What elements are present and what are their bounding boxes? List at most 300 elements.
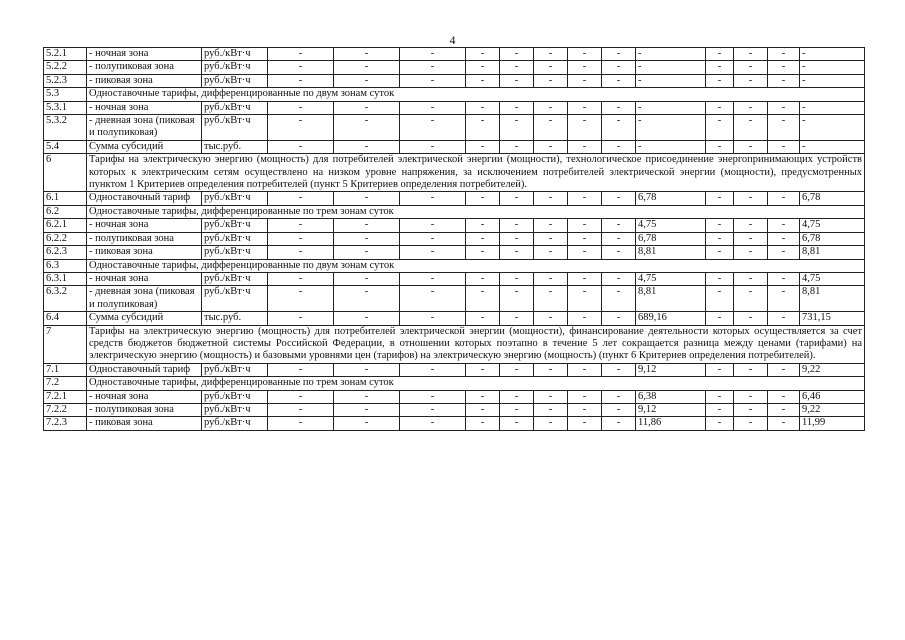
value-cell: - bbox=[768, 390, 800, 403]
value-cell: 6,38 bbox=[636, 390, 706, 403]
value-cell: 11,99 bbox=[800, 417, 865, 430]
row-number: 5.2.2 bbox=[44, 61, 87, 74]
value-cell: - bbox=[706, 417, 734, 430]
value-cell: - bbox=[534, 219, 568, 232]
value-cell: - bbox=[400, 286, 466, 312]
value-cell: - bbox=[268, 312, 334, 325]
value-cell: - bbox=[568, 192, 602, 205]
row-unit: руб./кВт·ч bbox=[202, 417, 268, 430]
value-cell: - bbox=[500, 246, 534, 259]
value-cell: - bbox=[268, 363, 334, 376]
section-heading: Тарифы на электрическую энергию (мощность) для потребителей электрической энергии (мощности), финансирование деятельности которых осуществляется за счет средств бюджетов бюджетной системы Российской Федерации, в отношении которых поэтапно в течение 5 лет сокращается разница между ценами (тарифами) на электрическую энергию (мощность) и базовыми уровнями цен (тарифов) на электрическую энергию (мощность) (пункт 6 Критериев определения потребителей). bbox=[87, 325, 865, 363]
value-cell: - bbox=[602, 246, 636, 259]
row-name: Сумма субсидий bbox=[87, 140, 202, 153]
value-cell: - bbox=[400, 192, 466, 205]
row-name: - ночная зона bbox=[87, 390, 202, 403]
row-number: 7.2 bbox=[44, 377, 87, 390]
value-cell: - bbox=[768, 232, 800, 245]
value-cell: - bbox=[268, 286, 334, 312]
value-cell: - bbox=[466, 115, 500, 141]
value-cell: 8,81 bbox=[800, 286, 865, 312]
row-name: - пиковая зона bbox=[87, 74, 202, 87]
value-cell: - bbox=[768, 363, 800, 376]
value-cell: - bbox=[568, 417, 602, 430]
value-cell: - bbox=[400, 61, 466, 74]
value-cell: - bbox=[706, 74, 734, 87]
value-cell: - bbox=[706, 363, 734, 376]
row-number: 6.2 bbox=[44, 205, 87, 218]
value-cell: 9,12 bbox=[636, 403, 706, 416]
row-number: 5.2.3 bbox=[44, 74, 87, 87]
row-name: - пиковая зона bbox=[87, 246, 202, 259]
table-row bbox=[44, 246, 865, 259]
row-unit: руб./кВт·ч bbox=[202, 219, 268, 232]
value-cell: - bbox=[568, 140, 602, 153]
value-cell: - bbox=[466, 101, 500, 114]
row-number: 5.2.1 bbox=[44, 48, 87, 61]
value-cell: 6,78 bbox=[636, 192, 706, 205]
value-cell: - bbox=[466, 417, 500, 430]
value-cell: - bbox=[706, 192, 734, 205]
row-name: - дневная зона (пиковая и полупиковая) bbox=[87, 286, 202, 312]
value-cell: - bbox=[400, 74, 466, 87]
section-heading: Одноставочные тарифы, дифференцированные по двум зонам суток bbox=[87, 259, 865, 272]
value-cell: - bbox=[534, 246, 568, 259]
value-cell: - bbox=[534, 61, 568, 74]
value-cell: - bbox=[706, 140, 734, 153]
value-cell: - bbox=[268, 101, 334, 114]
value-cell: - bbox=[400, 272, 466, 285]
value-cell: - bbox=[268, 219, 334, 232]
value-cell: - bbox=[268, 390, 334, 403]
value-cell: - bbox=[602, 74, 636, 87]
value-cell: - bbox=[534, 115, 568, 141]
value-cell: 9,12 bbox=[636, 363, 706, 376]
value-cell: - bbox=[602, 312, 636, 325]
value-cell: - bbox=[706, 246, 734, 259]
value-cell: - bbox=[768, 246, 800, 259]
value-cell: - bbox=[734, 101, 768, 114]
value-cell: - bbox=[466, 286, 500, 312]
section-heading: Одноставочные тарифы, дифференцированные по двум зонам суток bbox=[87, 88, 865, 101]
value-cell: - bbox=[534, 192, 568, 205]
table-row bbox=[44, 48, 865, 61]
value-cell: - bbox=[768, 312, 800, 325]
value-cell: - bbox=[334, 101, 400, 114]
value-cell: - bbox=[800, 74, 865, 87]
value-cell: - bbox=[568, 246, 602, 259]
value-cell: - bbox=[268, 246, 334, 259]
value-cell: - bbox=[466, 61, 500, 74]
row-unit: руб./кВт·ч bbox=[202, 74, 268, 87]
value-cell: - bbox=[466, 390, 500, 403]
value-cell: - bbox=[500, 219, 534, 232]
value-cell: - bbox=[568, 115, 602, 141]
value-cell: - bbox=[636, 61, 706, 74]
value-cell: - bbox=[334, 115, 400, 141]
table-body bbox=[44, 48, 865, 431]
value-cell: - bbox=[466, 74, 500, 87]
row-name: - ночная зона bbox=[87, 48, 202, 61]
value-cell: - bbox=[734, 403, 768, 416]
value-cell: - bbox=[800, 101, 865, 114]
value-cell: - bbox=[602, 101, 636, 114]
value-cell: - bbox=[500, 140, 534, 153]
value-cell: - bbox=[568, 363, 602, 376]
row-unit: тыс.руб. bbox=[202, 312, 268, 325]
value-cell: 4,75 bbox=[800, 272, 865, 285]
value-cell: - bbox=[568, 390, 602, 403]
row-name: - полупиковая зона bbox=[87, 232, 202, 245]
value-cell: - bbox=[734, 312, 768, 325]
value-cell: - bbox=[800, 48, 865, 61]
value-cell: - bbox=[734, 74, 768, 87]
value-cell: 9,22 bbox=[800, 363, 865, 376]
row-number: 6.1 bbox=[44, 192, 87, 205]
value-cell: - bbox=[500, 74, 534, 87]
table-row bbox=[44, 115, 865, 141]
section-heading: Тарифы на электрическую энергию (мощность) для потребителей электрической энергии (мощности), технологическое присоединение энергопринимающих устройств которых к электрическим сетям осуществлено на низком уровне напряжения, за исключением потребителей электрической энергии (мощности), предусмотренных пунктом 1 Критериев определения потребителей (пункт 5 Критериев определения потребителей). bbox=[87, 154, 865, 192]
value-cell: - bbox=[466, 140, 500, 153]
value-cell: 6,78 bbox=[636, 232, 706, 245]
value-cell: - bbox=[534, 390, 568, 403]
value-cell: - bbox=[602, 272, 636, 285]
value-cell: - bbox=[636, 101, 706, 114]
row-unit: руб./кВт·ч bbox=[202, 363, 268, 376]
value-cell: - bbox=[466, 272, 500, 285]
value-cell: - bbox=[800, 115, 865, 141]
value-cell: - bbox=[400, 48, 466, 61]
value-cell: - bbox=[534, 140, 568, 153]
row-name: - полупиковая зона bbox=[87, 61, 202, 74]
row-unit: руб./кВт·ч bbox=[202, 115, 268, 141]
value-cell: - bbox=[268, 48, 334, 61]
value-cell: - bbox=[534, 48, 568, 61]
table-row bbox=[44, 363, 865, 376]
value-cell: - bbox=[534, 363, 568, 376]
row-unit: руб./кВт·ч bbox=[202, 286, 268, 312]
value-cell: - bbox=[400, 115, 466, 141]
value-cell: - bbox=[636, 74, 706, 87]
row-number: 5.3.1 bbox=[44, 101, 87, 114]
value-cell: - bbox=[568, 403, 602, 416]
row-name: Одноставочный тариф bbox=[87, 192, 202, 205]
value-cell: - bbox=[534, 403, 568, 416]
value-cell: - bbox=[568, 74, 602, 87]
value-cell: - bbox=[602, 390, 636, 403]
value-cell: - bbox=[602, 417, 636, 430]
value-cell: - bbox=[768, 286, 800, 312]
value-cell: - bbox=[568, 61, 602, 74]
row-name: - ночная зона bbox=[87, 101, 202, 114]
value-cell: - bbox=[334, 192, 400, 205]
value-cell: 4,75 bbox=[800, 219, 865, 232]
value-cell: - bbox=[534, 417, 568, 430]
row-number: 7.1 bbox=[44, 363, 87, 376]
row-name: - ночная зона bbox=[87, 272, 202, 285]
value-cell: - bbox=[734, 390, 768, 403]
value-cell: - bbox=[400, 219, 466, 232]
value-cell: - bbox=[534, 272, 568, 285]
value-cell: - bbox=[602, 192, 636, 205]
table-row bbox=[44, 88, 865, 101]
value-cell: - bbox=[602, 403, 636, 416]
value-cell: - bbox=[768, 115, 800, 141]
row-number: 7.2.2 bbox=[44, 403, 87, 416]
value-cell: - bbox=[636, 140, 706, 153]
value-cell: - bbox=[400, 390, 466, 403]
value-cell: - bbox=[400, 417, 466, 430]
value-cell: - bbox=[768, 219, 800, 232]
value-cell: - bbox=[268, 272, 334, 285]
value-cell: - bbox=[466, 232, 500, 245]
value-cell: - bbox=[400, 101, 466, 114]
row-unit: руб./кВт·ч bbox=[202, 246, 268, 259]
value-cell: - bbox=[768, 417, 800, 430]
value-cell: - bbox=[534, 74, 568, 87]
table-row bbox=[44, 74, 865, 87]
row-name: - ночная зона bbox=[87, 219, 202, 232]
value-cell: - bbox=[500, 48, 534, 61]
value-cell: - bbox=[268, 403, 334, 416]
value-cell: - bbox=[500, 312, 534, 325]
value-cell: - bbox=[568, 48, 602, 61]
value-cell: - bbox=[706, 272, 734, 285]
value-cell: - bbox=[500, 363, 534, 376]
table-row bbox=[44, 101, 865, 114]
value-cell: - bbox=[768, 403, 800, 416]
value-cell: - bbox=[602, 61, 636, 74]
row-name: - полупиковая зона bbox=[87, 403, 202, 416]
row-unit: руб./кВт·ч bbox=[202, 390, 268, 403]
table-row bbox=[44, 154, 865, 192]
row-unit: руб./кВт·ч bbox=[202, 232, 268, 245]
table-row bbox=[44, 377, 865, 390]
value-cell: - bbox=[602, 219, 636, 232]
value-cell: - bbox=[602, 48, 636, 61]
value-cell: - bbox=[568, 272, 602, 285]
value-cell: - bbox=[268, 232, 334, 245]
value-cell: - bbox=[500, 417, 534, 430]
value-cell: - bbox=[734, 232, 768, 245]
value-cell: 731,15 bbox=[800, 312, 865, 325]
value-cell: - bbox=[768, 48, 800, 61]
value-cell: - bbox=[400, 246, 466, 259]
value-cell: - bbox=[706, 61, 734, 74]
value-cell: - bbox=[400, 232, 466, 245]
value-cell: 8,81 bbox=[636, 286, 706, 312]
value-cell: - bbox=[534, 232, 568, 245]
value-cell: - bbox=[268, 74, 334, 87]
table-row bbox=[44, 312, 865, 325]
value-cell: - bbox=[706, 312, 734, 325]
value-cell: - bbox=[734, 140, 768, 153]
value-cell: - bbox=[268, 192, 334, 205]
value-cell: - bbox=[534, 101, 568, 114]
row-number: 5.3.2 bbox=[44, 115, 87, 141]
value-cell: 4,75 bbox=[636, 219, 706, 232]
value-cell: 8,81 bbox=[636, 246, 706, 259]
value-cell: - bbox=[334, 48, 400, 61]
row-number: 6.2.2 bbox=[44, 232, 87, 245]
row-number: 5.4 bbox=[44, 140, 87, 153]
value-cell: - bbox=[602, 363, 636, 376]
value-cell: - bbox=[500, 272, 534, 285]
value-cell: - bbox=[268, 61, 334, 74]
value-cell: - bbox=[466, 403, 500, 416]
page-number: 4 bbox=[449, 33, 456, 47]
row-unit: руб./кВт·ч bbox=[202, 101, 268, 114]
value-cell: - bbox=[334, 272, 400, 285]
row-name: - дневная зона (пиковая и полупиковая) bbox=[87, 115, 202, 141]
value-cell: - bbox=[500, 232, 534, 245]
value-cell: - bbox=[706, 286, 734, 312]
value-cell: - bbox=[268, 140, 334, 153]
row-number: 5.3 bbox=[44, 88, 87, 101]
value-cell: - bbox=[400, 403, 466, 416]
value-cell: - bbox=[500, 61, 534, 74]
value-cell: - bbox=[706, 48, 734, 61]
row-number: 7.2.1 bbox=[44, 390, 87, 403]
row-unit: руб./кВт·ч bbox=[202, 61, 268, 74]
row-number: 7.2.3 bbox=[44, 417, 87, 430]
row-number: 6.2.1 bbox=[44, 219, 87, 232]
value-cell: - bbox=[466, 192, 500, 205]
value-cell: - bbox=[334, 312, 400, 325]
value-cell: - bbox=[500, 115, 534, 141]
value-cell: - bbox=[768, 61, 800, 74]
value-cell: 11,86 bbox=[636, 417, 706, 430]
row-number: 6.3 bbox=[44, 259, 87, 272]
value-cell: - bbox=[400, 363, 466, 376]
value-cell: - bbox=[734, 192, 768, 205]
value-cell: - bbox=[768, 101, 800, 114]
value-cell: - bbox=[268, 417, 334, 430]
row-unit: руб./кВт·ч bbox=[202, 48, 268, 61]
value-cell: - bbox=[768, 192, 800, 205]
value-cell: - bbox=[768, 74, 800, 87]
table-row bbox=[44, 205, 865, 218]
value-cell: - bbox=[734, 363, 768, 376]
table-row bbox=[44, 61, 865, 74]
table-row bbox=[44, 403, 865, 416]
value-cell: - bbox=[334, 140, 400, 153]
row-number: 7 bbox=[44, 325, 87, 363]
value-cell: 6,78 bbox=[800, 192, 865, 205]
row-name: - пиковая зона bbox=[87, 417, 202, 430]
value-cell: - bbox=[334, 390, 400, 403]
value-cell: 689,16 bbox=[636, 312, 706, 325]
value-cell: - bbox=[334, 286, 400, 312]
tariff-table bbox=[43, 47, 865, 431]
value-cell: 4,75 bbox=[636, 272, 706, 285]
value-cell: - bbox=[706, 101, 734, 114]
row-name: Одноставочный тариф bbox=[87, 363, 202, 376]
value-cell: - bbox=[400, 312, 466, 325]
value-cell: - bbox=[400, 140, 466, 153]
value-cell: - bbox=[334, 232, 400, 245]
value-cell: - bbox=[706, 115, 734, 141]
value-cell: - bbox=[602, 232, 636, 245]
value-cell: - bbox=[500, 192, 534, 205]
value-cell: - bbox=[500, 286, 534, 312]
value-cell: - bbox=[334, 61, 400, 74]
value-cell: - bbox=[734, 61, 768, 74]
value-cell: - bbox=[568, 232, 602, 245]
value-cell: - bbox=[768, 140, 800, 153]
value-cell: 6,46 bbox=[800, 390, 865, 403]
value-cell: 6,78 bbox=[800, 232, 865, 245]
table-row bbox=[44, 286, 865, 312]
value-cell: - bbox=[568, 219, 602, 232]
table-row bbox=[44, 219, 865, 232]
value-cell: - bbox=[534, 312, 568, 325]
value-cell: - bbox=[706, 403, 734, 416]
row-name: Сумма субсидий bbox=[87, 312, 202, 325]
value-cell: - bbox=[568, 286, 602, 312]
value-cell: - bbox=[602, 286, 636, 312]
table-row bbox=[44, 259, 865, 272]
value-cell: - bbox=[706, 219, 734, 232]
value-cell: - bbox=[466, 363, 500, 376]
value-cell: - bbox=[636, 115, 706, 141]
row-number: 6.2.3 bbox=[44, 246, 87, 259]
value-cell: - bbox=[734, 219, 768, 232]
value-cell: - bbox=[466, 219, 500, 232]
value-cell: - bbox=[602, 140, 636, 153]
value-cell: - bbox=[334, 403, 400, 416]
table-row bbox=[44, 272, 865, 285]
value-cell: - bbox=[268, 115, 334, 141]
row-unit: руб./кВт·ч bbox=[202, 272, 268, 285]
value-cell: - bbox=[734, 272, 768, 285]
value-cell: - bbox=[734, 48, 768, 61]
value-cell: - bbox=[334, 246, 400, 259]
value-cell: - bbox=[734, 286, 768, 312]
row-number: 6.3.2 bbox=[44, 286, 87, 312]
table-row bbox=[44, 325, 865, 363]
value-cell: - bbox=[466, 48, 500, 61]
row-unit: тыс.руб. bbox=[202, 140, 268, 153]
table-row bbox=[44, 390, 865, 403]
value-cell: - bbox=[534, 286, 568, 312]
value-cell: 9,22 bbox=[800, 403, 865, 416]
table-row bbox=[44, 140, 865, 153]
table-row bbox=[44, 192, 865, 205]
value-cell: - bbox=[706, 390, 734, 403]
value-cell: - bbox=[334, 363, 400, 376]
section-heading: Одноставочные тарифы, дифференцированные по трем зонам суток bbox=[87, 205, 865, 218]
value-cell: - bbox=[334, 74, 400, 87]
table-row bbox=[44, 232, 865, 245]
value-cell: - bbox=[334, 417, 400, 430]
value-cell: - bbox=[734, 417, 768, 430]
row-unit: руб./кВт·ч bbox=[202, 403, 268, 416]
value-cell: - bbox=[602, 115, 636, 141]
value-cell: - bbox=[568, 101, 602, 114]
value-cell: - bbox=[334, 219, 400, 232]
value-cell: - bbox=[800, 140, 865, 153]
row-number: 6.4 bbox=[44, 312, 87, 325]
value-cell: - bbox=[636, 48, 706, 61]
row-number: 6.3.1 bbox=[44, 272, 87, 285]
value-cell: - bbox=[734, 115, 768, 141]
value-cell: 8,81 bbox=[800, 246, 865, 259]
value-cell: - bbox=[500, 101, 534, 114]
value-cell: - bbox=[500, 390, 534, 403]
value-cell: - bbox=[500, 403, 534, 416]
section-heading: Одноставочные тарифы, дифференцированные по трем зонам суток bbox=[87, 377, 865, 390]
